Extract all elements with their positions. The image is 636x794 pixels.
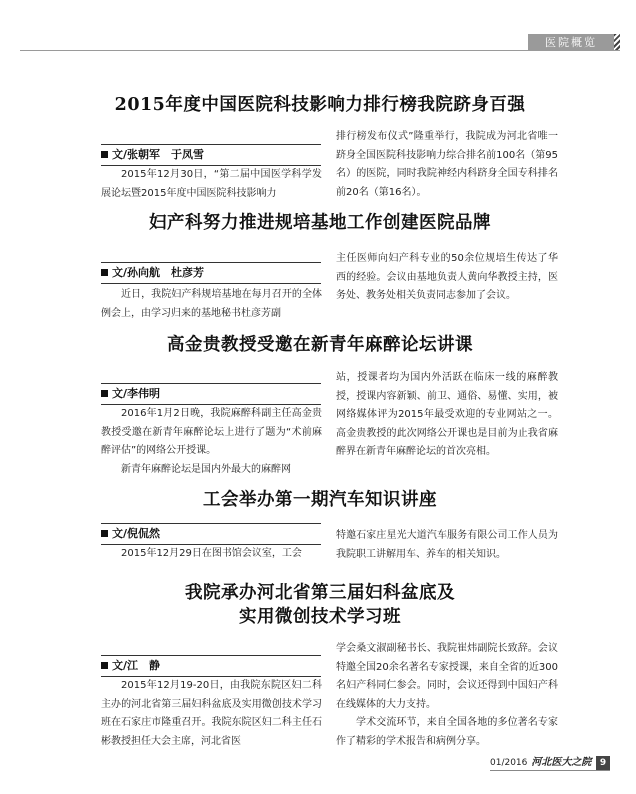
article-title: 2015年度中国医院科技影响力排行榜我院跻身百强	[114, 95, 526, 115]
article-body-right	[336, 527, 558, 567]
article-body-left	[101, 405, 322, 481]
footer-rule	[490, 770, 610, 771]
article-body-left	[101, 166, 322, 206]
byline-square-icon	[101, 530, 108, 537]
section-header-tab: 医院概览	[528, 34, 614, 51]
article-title: 高金贵教授受邀在新青年麻醉论坛讲课	[167, 335, 473, 355]
byline-text: 文/张朝军 于凤雪	[112, 148, 205, 161]
paragraph: 近日，我院妇产科规培基地在每月召开的全体例会上，由学习归来的基地秘书杜彦芳副	[101, 289, 322, 319]
article-byline	[101, 262, 321, 284]
paragraph: 学术交流环节，来自全国各地的多位著名专家作了精彩的学术报告和病例分享。	[336, 717, 558, 747]
paragraph: 2015年12月30日，“第二届中国医学科学发展论坛暨2015年度中国医院科技影响力	[101, 169, 322, 199]
article-body-right	[336, 250, 558, 326]
article-byline	[101, 523, 321, 545]
article-body-right	[336, 640, 558, 752]
article-title-line-1: 我院承办河北省第三届妇科盆底及	[185, 583, 455, 603]
journal-name: 河北医大之院	[531, 757, 592, 768]
paragraph: 2015年12月19-20日，由我院东院区妇二科主办的河北省第三届妇科盆底及实用微创技术学习班在石家庄市隆重召开。我院东院区妇二科主任石彬教授担任大会主席，河北省医	[101, 680, 322, 747]
article-body-left	[101, 545, 322, 567]
article-title: 工会举办第一期汽车知识讲座	[203, 490, 437, 510]
article-body-right	[336, 369, 558, 463]
paragraph: 学会桑文淑副秘书长、我院崔炜副院长致辞。会议特邀全国20余名著名专家授课，来自全省的近300名妇产科同仁参会。同时，会议还得到中国妇产科在线媒体的大力支持。	[336, 643, 558, 710]
byline-square-icon	[101, 390, 108, 397]
article-title: 妇产科努力推进规培基地工作创建医院品牌	[149, 213, 491, 233]
article-title-line-2: 实用微创技术学习班	[239, 607, 401, 627]
byline-square-icon	[101, 269, 108, 276]
paragraph: 站，授课者均为国内外活跃在临床一线的麻醉教授，授课内容新颖、前卫、通俗、易懂、实用，被网络媒体评为2015年最受欢迎的专业网站之一。高金贵教授的此次网络公开课也是目前为止我省麻醉界在新青年麻醉论坛的首次亮相。	[336, 372, 558, 457]
paragraph: 排行榜发布仪式”隆重举行，我院成为河北省唯一跻身全国医院科技影响力综合排名前100名（第95名）的医院，同时我院神经内科跻身全国专科排名前20名（第16名）。	[336, 131, 558, 198]
byline-text: 文/倪侃然	[112, 527, 161, 540]
article-byline	[101, 655, 321, 677]
article-body-right	[336, 128, 558, 204]
issue-number: 01/2016	[490, 758, 528, 768]
page-number: 9	[596, 756, 610, 770]
byline-square-icon	[101, 662, 108, 669]
article-byline	[101, 383, 321, 405]
paragraph: 新青年麻醉论坛是国内外最大的麻醉网	[121, 463, 291, 475]
article-byline	[101, 144, 321, 166]
paragraph: 2015年12月29日在图书馆会议室，工会	[121, 548, 302, 559]
paragraph: 特邀石家庄星光大道汽车服务有限公司工作人员为我院职工讲解用车、养车的相关知识。	[336, 530, 558, 560]
paragraph: 主任医师向妇产科专业的50余位规培生传达了华西的经验。会议由基地负责人黄向华教授主持，医务处、教务处相关负责同志参加了会议。	[336, 253, 558, 301]
article-body-left	[101, 677, 322, 753]
article-body-left	[101, 286, 322, 326]
byline-square-icon	[101, 151, 108, 158]
header-rule	[20, 50, 620, 51]
byline-text: 文/江 静	[112, 659, 161, 672]
byline-text: 文/李伟明	[112, 387, 161, 400]
byline-text: 文/孙向航 杜彦芳	[112, 266, 205, 279]
paragraph: 2016年1月2日晚，我院麻醉科副主任高金贵教授受邀在新青年麻醉论坛上进行了题为“术前麻醉评估”的网络公开授课。	[101, 408, 322, 456]
page-footer	[490, 756, 610, 770]
